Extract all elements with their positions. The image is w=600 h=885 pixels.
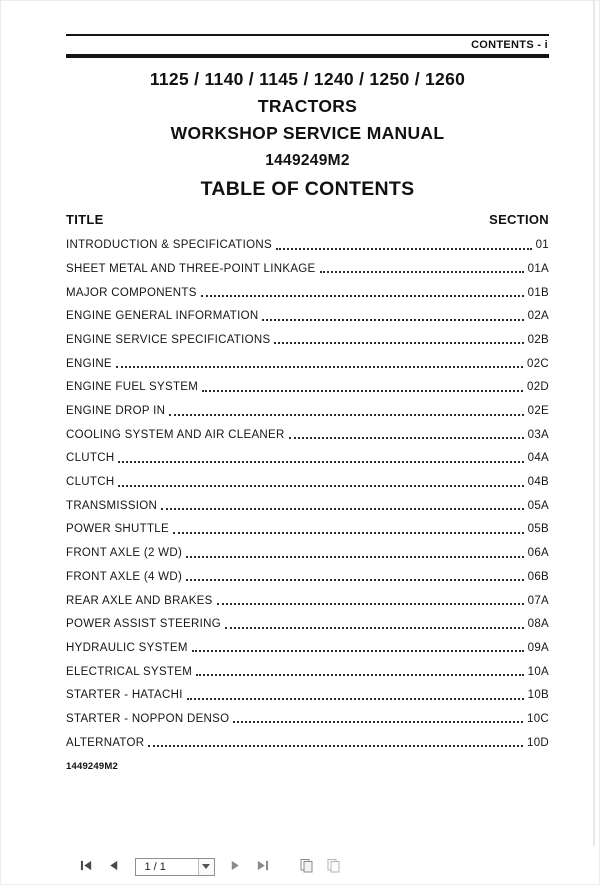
toc-row <box>66 516 549 540</box>
page-header-label: CONTENTS - i <box>471 39 548 51</box>
page-select-caret-icon <box>202 864 210 869</box>
toc-entry-section: 05B <box>527 523 549 536</box>
title-manual: WORKSHOP SERVICE MANUAL <box>170 123 445 143</box>
toc-entry-section: 02A <box>527 310 549 323</box>
toc-entry-section: 09A <box>527 641 549 654</box>
toc-entry-title: FRONT AXLE (4 WD) <box>66 570 183 583</box>
toc-entry-section: 03A <box>527 428 549 441</box>
dot-leader <box>173 532 524 534</box>
toc-entry-section: 10B <box>527 689 549 702</box>
toc-entry-title: ENGINE GENERAL INFORMATION <box>66 310 259 323</box>
toc-entry-section: 02E <box>527 405 549 417</box>
toc-row <box>66 635 549 659</box>
previous-view-icon <box>299 858 314 876</box>
toc-entry-title: MAJOR COMPONENTS <box>66 286 197 299</box>
toc-column-headers <box>66 212 549 227</box>
toc-entry-section: 08A <box>527 618 549 631</box>
dot-leader <box>217 603 524 605</box>
toc-entry-section: 04B <box>527 476 549 489</box>
toc-entry-title: INTRODUCTION & SPECIFICATIONS <box>66 239 272 252</box>
toc-row <box>66 540 549 564</box>
dot-leader <box>262 319 523 321</box>
toc-entry-section: 02B <box>527 333 549 346</box>
toc-list <box>66 232 549 753</box>
toc-entry-section: 02D <box>527 381 549 394</box>
toc-entry-section: 06A <box>527 547 549 560</box>
document-title-block <box>66 66 549 205</box>
dot-leader <box>118 485 523 487</box>
toc-entry-section: 07A <box>527 594 549 607</box>
toc-entry-title: HYDRAULIC SYSTEM <box>66 641 188 654</box>
dot-leader <box>161 508 523 510</box>
previous-view-button[interactable] <box>298 858 316 876</box>
toc-entry-title: ALTERNATOR <box>66 736 145 749</box>
previous-page-button[interactable] <box>105 858 123 876</box>
dot-leader <box>116 366 523 368</box>
toc-entry-title: POWER SHUTTLE <box>66 523 169 536</box>
dot-leader <box>187 698 524 700</box>
toc-row <box>66 232 549 256</box>
page-footer-code: 1449249M2 <box>66 761 118 773</box>
toc-entry-section: 05A <box>527 499 549 512</box>
toc-row <box>66 445 549 469</box>
toc-entry-section: 01 <box>535 239 549 252</box>
toc-row <box>66 279 549 303</box>
dot-leader <box>289 437 524 439</box>
toc-row <box>66 350 549 374</box>
first-page-icon <box>80 859 93 875</box>
toc-row <box>66 729 549 753</box>
toc-entry-title: COOLING SYSTEM AND AIR CLEANER <box>66 428 285 441</box>
dot-leader <box>192 650 524 652</box>
title-part-number: 1449249M2 <box>265 152 350 169</box>
first-page-button[interactable] <box>78 858 96 876</box>
next-view-icon <box>326 858 341 876</box>
next-page-button[interactable] <box>227 858 245 876</box>
dot-leader <box>118 461 523 463</box>
toc-entry-section: 06B <box>527 570 549 583</box>
header-rule-bottom <box>66 54 549 58</box>
toc-row <box>66 658 549 682</box>
toc-row <box>66 682 549 706</box>
last-page-button[interactable] <box>254 858 272 876</box>
toc-entry-title: STARTER - NOPPON DENSO <box>66 712 230 725</box>
dot-leader <box>196 674 524 676</box>
toc-entry-title: STARTER - HATACHI <box>66 689 183 702</box>
dot-leader <box>274 342 523 344</box>
toc-entry-section: 10A <box>527 665 549 678</box>
toc-entry-title: CLUTCH <box>66 476 115 489</box>
column-header-title: TITLE <box>66 212 104 227</box>
toc-row <box>66 327 549 351</box>
page-number-box[interactable] <box>135 858 215 876</box>
toc-entry-title: FRONT AXLE (2 WD) <box>66 547 183 560</box>
toc-row <box>66 493 549 517</box>
toc-entry-title: SHEET METAL AND THREE-POINT LINKAGE <box>66 262 316 275</box>
next-page-icon <box>229 859 242 875</box>
dot-leader <box>320 271 524 273</box>
toc-row <box>66 374 549 398</box>
toc-row <box>66 706 549 730</box>
dot-leader <box>201 295 524 297</box>
last-page-icon <box>256 859 269 875</box>
toc-row <box>66 469 549 493</box>
toc-entry-title: REAR AXLE AND BRAKES <box>66 594 213 607</box>
dot-leader <box>186 556 524 558</box>
page-dropdown-button[interactable] <box>198 859 214 875</box>
toc-row <box>66 398 549 422</box>
column-header-section: SECTION <box>489 212 549 227</box>
toc-entry-title: TRANSMISSION <box>66 499 158 512</box>
toc-row <box>66 303 549 327</box>
title-table-of-contents: TABLE OF CONTENTS <box>200 178 415 200</box>
toc-entry-section: 02C <box>527 357 549 370</box>
dot-leader <box>233 721 523 723</box>
dot-leader <box>202 390 523 392</box>
toc-entry-title: ENGINE FUEL SYSTEM <box>66 381 199 394</box>
dot-leader <box>148 745 523 747</box>
toc-entry-title: POWER ASSIST STEERING <box>66 618 221 631</box>
toc-entry-section: 04A <box>527 452 549 465</box>
toc-row <box>66 422 549 446</box>
toc-entry-title: ENGINE SERVICE SPECIFICATIONS <box>66 333 271 346</box>
title-tractors: TRACTORS <box>257 96 358 116</box>
toc-entry-title: CLUTCH <box>66 452 115 465</box>
toc-row <box>66 256 549 280</box>
dot-leader <box>225 627 524 629</box>
toc-row <box>66 564 549 588</box>
toc-entry-title: ELECTRICAL SYSTEM <box>66 665 193 678</box>
toc-row <box>66 587 549 611</box>
document-page <box>1 1 599 849</box>
toc-entry-section: 01B <box>527 286 549 299</box>
dot-leader <box>186 579 524 581</box>
previous-page-icon <box>107 859 120 875</box>
toc-entry-section: 01A <box>527 262 549 275</box>
toc-entry-section: 10D <box>527 736 549 749</box>
page-number-value[interactable]: 1 / 1 <box>144 860 166 873</box>
dot-leader <box>169 414 523 416</box>
toc-entry-title: ENGINE DROP IN <box>66 405 166 417</box>
title-models: 1125 / 1140 / 1145 / 1240 / 1250 / 1260 <box>149 69 466 89</box>
dot-leader <box>276 248 532 250</box>
scrollbar-track[interactable] <box>593 1 595 846</box>
toc-row <box>66 611 549 635</box>
viewer-toolbar <box>1 849 599 884</box>
next-view-button[interactable] <box>325 858 343 876</box>
toc-entry-section: 10C <box>527 712 549 725</box>
toc-entry-title: ENGINE <box>66 357 112 370</box>
